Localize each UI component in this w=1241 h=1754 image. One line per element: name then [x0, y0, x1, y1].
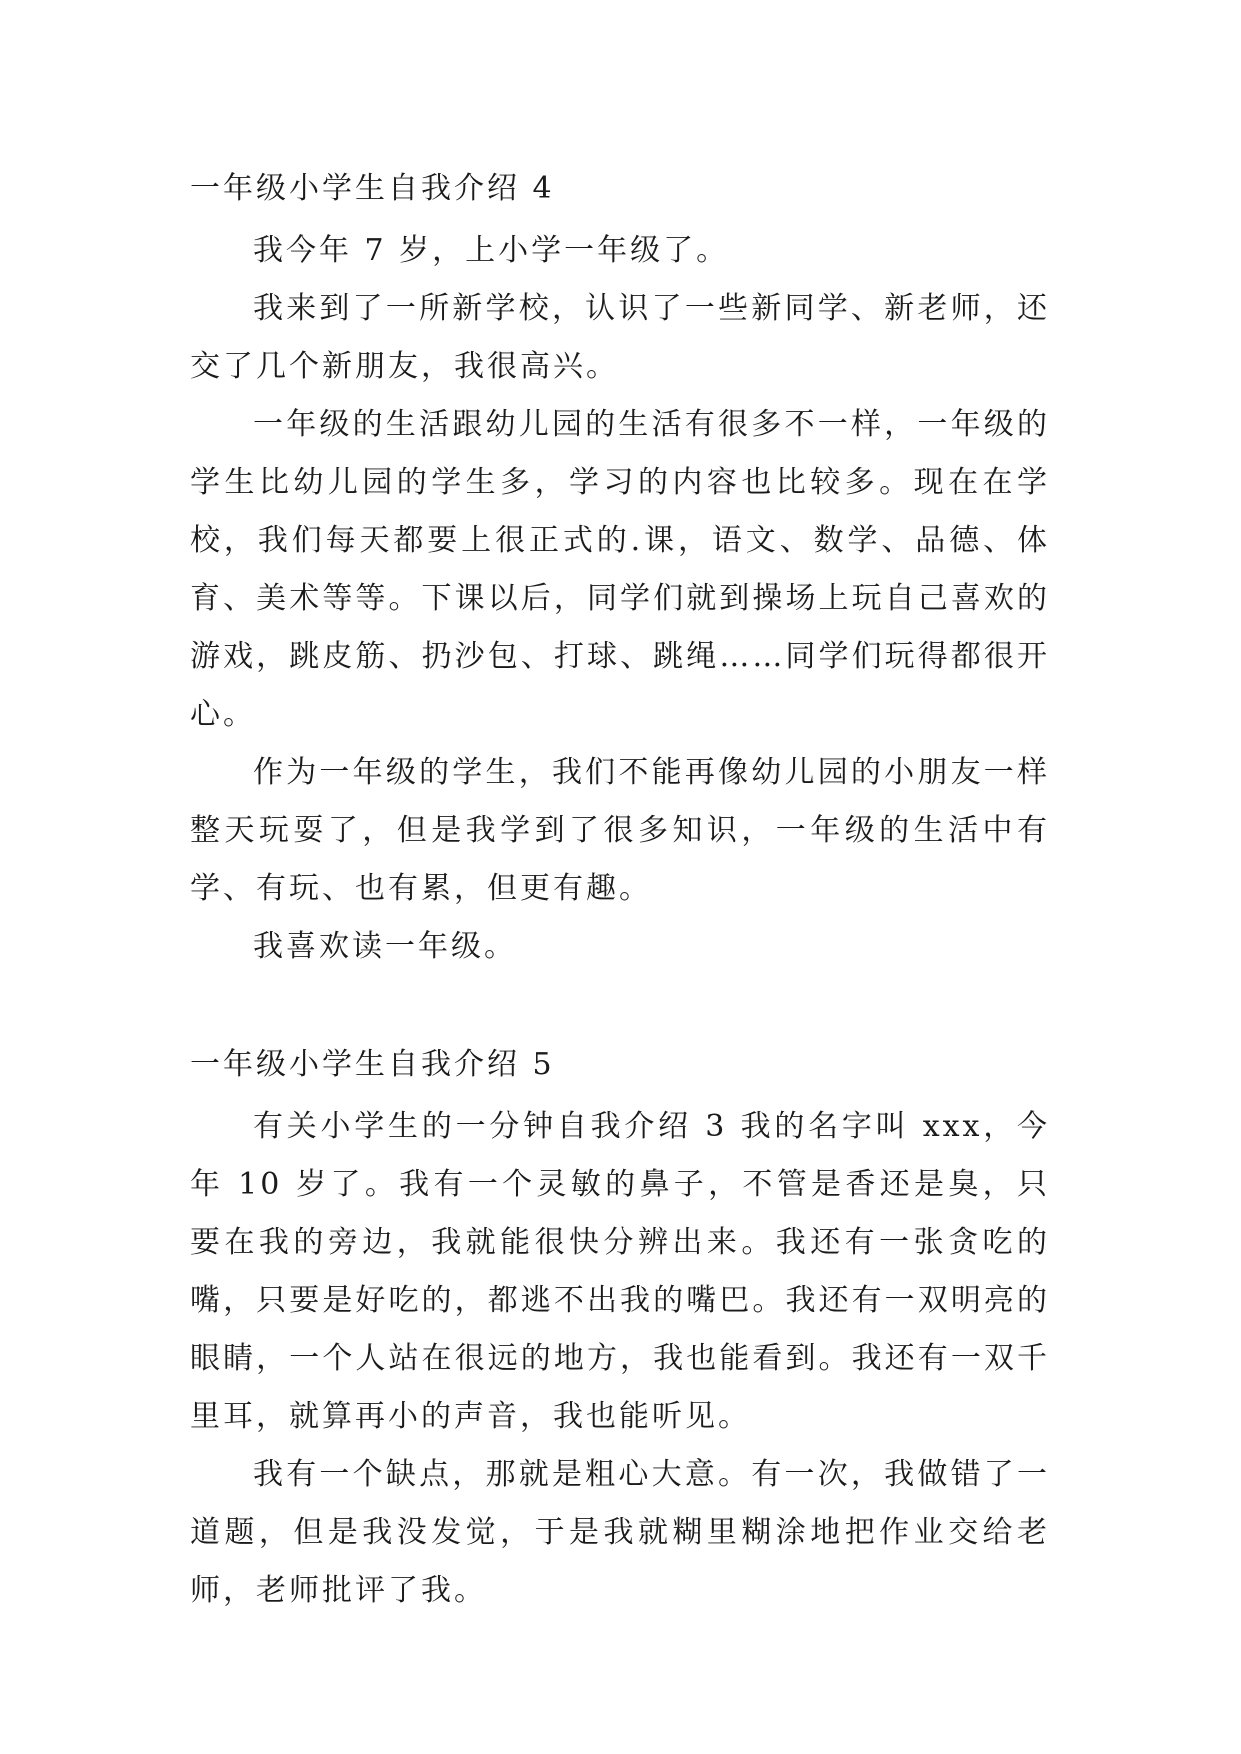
section-title: 一年级小学生自我介绍 5	[190, 1047, 555, 1082]
paragraph: 我喜欢读一年级。	[253, 929, 517, 964]
paragraph: 作为一年级的学生，我们不能再像幼儿园的小朋友一样整天玩耍了，但是我学到了很多知识，一年级的生活中有学、有玩、也有累，但更有趣。	[190, 755, 1050, 906]
section-intro-5	[190, 1036, 1050, 1620]
paragraph: 有关小学生的一分钟自我介绍 3 我的名字叫 xxx，今年 10 岁了。我有一个灵敏的鼻子，不管是香还是臭，只要在我的旁边，我就能很快分辨出来。我还有一张贪吃的嘴，只要是好吃的，都逃不出我的嘴巴。我还有一双明亮的眼睛，一个人站在很远的地方，我也能看到。我还有一双千里耳，就算再小的声音，我也能听见。	[190, 1109, 1050, 1434]
paragraph: 我今年 7 岁，上小学一年级了。	[253, 233, 730, 268]
section-intro-4	[190, 160, 1050, 976]
paragraph: 我有一个缺点，那就是粗心大意。有一次，我做错了一道题，但是我没发觉，于是我就糊里糊涂地把作业交给老师，老师批评了我。	[190, 1457, 1050, 1608]
paragraph: 我来到了一所新学校，认识了一些新同学、新老师，还交了几个新朋友，我很高兴。	[190, 291, 1050, 384]
paragraph: 一年级的生活跟幼儿园的生活有很多不一样，一年级的学生比幼儿园的学生多，学习的内容也比较多。现在在学校，我们每天都要上很正式的.课，语文、数学、品德、体育、美术等等。下课以后，同学们就到操场上玩自己喜欢的游戏，跳皮筋、扔沙包、打球、跳绳……同学们玩得都很开心。	[190, 407, 1050, 732]
document-body	[190, 160, 1050, 1620]
section-title: 一年级小学生自我介绍 4	[190, 171, 555, 206]
